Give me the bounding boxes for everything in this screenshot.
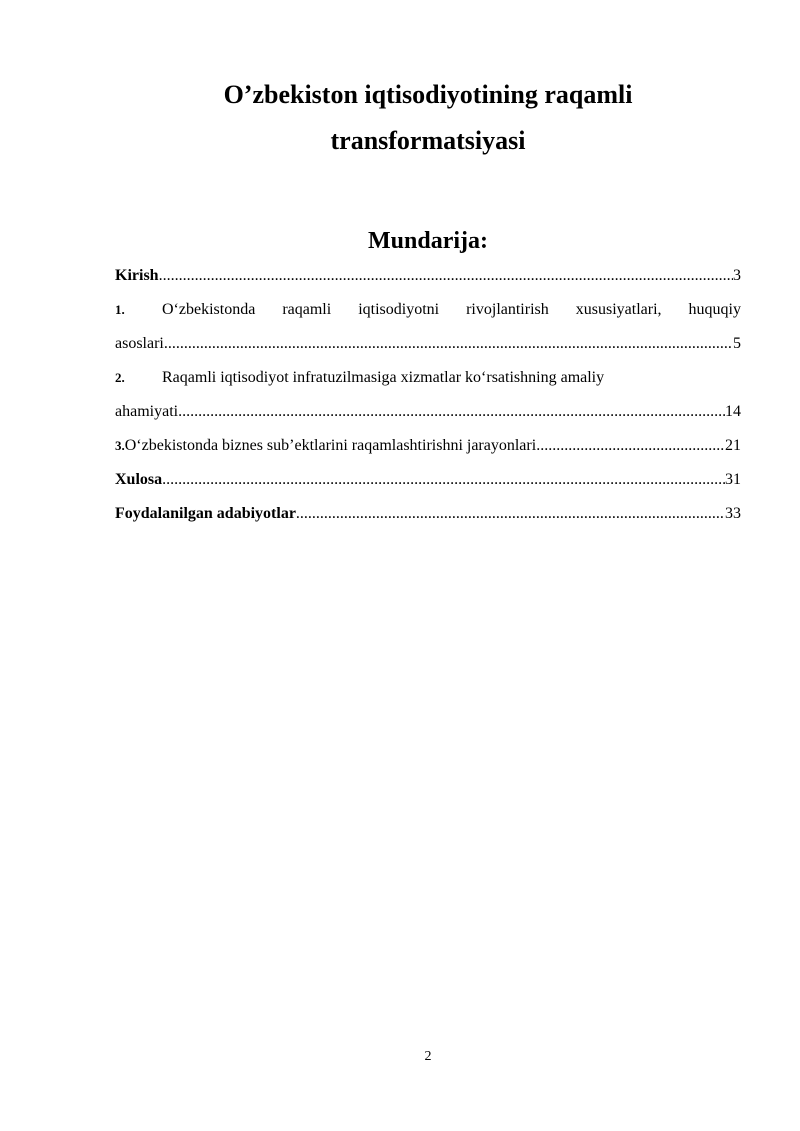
toc-heading: Mundarija:	[368, 228, 488, 254]
toc-word: huquqiy	[688, 301, 741, 318]
toc-entry-label: Kirish	[115, 267, 159, 284]
toc-leader-dots	[178, 402, 725, 422]
toc-entry-label-continued: ahamiyati	[115, 403, 179, 420]
toc-word: xususiyatlari,	[575, 301, 662, 318]
toc-entry-page: 33	[725, 505, 741, 522]
toc-leader-dots	[296, 504, 725, 524]
toc-entry-label: O‘zbekistonda biznes sub’ektlarini raqamlashtirishni jarayonlari	[124, 437, 537, 454]
toc-entry-number: 3.	[115, 438, 125, 453]
toc-entry-2-line-1[interactable]	[115, 368, 741, 388]
toc-entry-page: 31	[725, 471, 741, 488]
toc-entry-1-line-1[interactable]	[115, 300, 741, 320]
document-title-line-1: O’zbekiston iqtisodiyotining raqamli	[223, 80, 633, 109]
toc-entry-xulosa[interactable]	[115, 470, 741, 490]
toc-entry-number: 1.	[115, 302, 125, 317]
toc-entry-label: Xulosa	[115, 471, 163, 488]
toc-entry-label-continued: asoslari	[115, 335, 164, 352]
toc-entry-1-line-2[interactable]	[115, 334, 741, 354]
toc-leader-dots	[162, 470, 725, 490]
document-title-line-2: transformatsiyasi	[330, 126, 526, 155]
toc-leader-dots	[159, 266, 733, 286]
toc-entry-2-line-2[interactable]	[115, 402, 741, 422]
toc-entry-3[interactable]	[115, 436, 741, 456]
toc-entry-label: Foydalanilgan adabiyotlar	[115, 505, 296, 522]
toc-word: O‘zbekistonda	[162, 301, 256, 318]
toc-entry-page: 3	[733, 267, 741, 284]
toc-word: iqtisodiyotni	[358, 301, 440, 318]
toc-word: rivojlantirish	[466, 301, 549, 318]
toc-entry-page: 21	[725, 437, 741, 454]
toc-entry-page: 14	[725, 403, 741, 420]
toc-word: raqamli	[282, 301, 332, 318]
toc-entry-label: Raqamli iqtisodiyot infratuzilmasiga xizmatlar ko‘rsatishning amaliy	[162, 369, 605, 386]
toc-entry-page: 5	[733, 335, 741, 352]
toc-entry-references[interactable]	[115, 504, 741, 524]
toc-entry-kirish[interactable]	[115, 266, 741, 286]
toc-leader-dots	[164, 334, 733, 354]
toc-entry-label	[162, 300, 741, 320]
toc-leader-dots	[536, 436, 725, 456]
page-number: 2	[424, 1049, 432, 1064]
toc-entry-number: 2.	[115, 370, 125, 385]
